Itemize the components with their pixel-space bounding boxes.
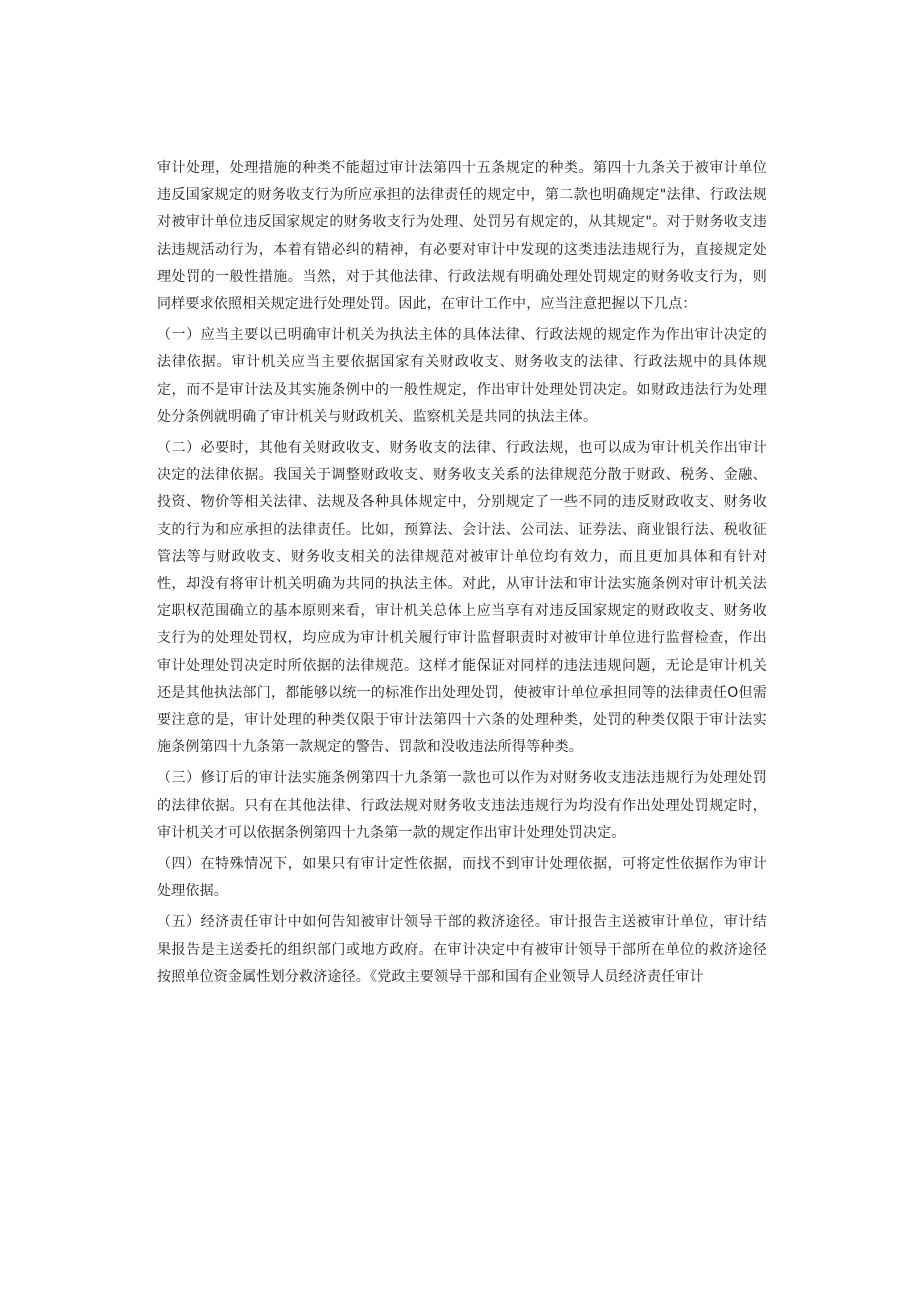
paragraph-point-1: （一）应当主要以已明确审计机关为执法主体的具体法律、行政法规的规定作为作出审计决定的法律依据。审计机关应当主要依据国家有关财政收支、财务收支的法律、行政法规中的具体规定，而不是审计法及其实施条例中的一般性规定，作出审计处理处罚决定。如财政违法行为处理处分条例就明确了审计机关与财政机关、监察机关是共同的执法主体。 [157,327,767,425]
paragraph-point-5: （五）经济责任审计中如何告知被审计领导干部的救济途径。审计报告主送被审计单位，审计结果报告是主送委托的组织部门或地方政府。在审计决定中有被审计领导干部所在单位的救济途径按照单位资金属性划分救济途径。《党政主要领导干部和国有企业领导人员经济责任审计 [157,914,767,985]
paragraph-point-4: （四）在特殊情况下，如果只有审计定性依据，而找不到审计处理依据，可将定性依据作为审计处理依据。 [157,856,767,900]
paragraph-intro: 审计处理，处理措施的种类不能超过审计法第四十五条规定的种类。第四十九条关于被审计单位违反国家规定的财务收支行为所应承担的法律责任的规定中，第二款也明确规定"法律、行政法规对被审计单位违反国家规定的财务收支行为处理、处罚另有规定的，从其规定"。对于财务收支违法违规活动行为，本着有错必纠的精神，有必要对审计中发现的这类违法违规行为，直接规定处理处罚的一般性措施。当然，对于其他法律、行政法规有明确处理处罚规定的财务收支行为，则同样要求依照相关规定进行处理处罚。因此，在审计工作中，应当注意把握以下几点： [157,160,767,313]
document-body [157,155,767,995]
paragraph-point-2: （二）必要时，其他有关财政收支、财务收支的法律、行政法规，也可以成为审计机关作出审计决定的法律依据。我国关于调整财政收支、财务收支关系的法律规范分散于财政、税务、金融、投资、物价等相关法律、法规及各种具体规定中，分别规定了一些不同的违反财政收支、财务收支的行为和应承担的法律责任。比如，预算法、会计法、公司法、证券法、商业银行法、税收征管法等与财政收支、财务收支相关的法律规范对被审计单位均有效力，而且更加具体和有针对性，却没有将审计机关明确为共同的执法主体。对此，从审计法和审计法实施条例对审计机关法定职权范围确立的基本原则来看，审计机关总体上应当享有对违反国家规定的财政收支、财务收支行为的处理处罚权，均应成为审计机关履行审计监督职责时对被审计单位进行监督检查，作出审计处理处罚决定时所依据的法律规范。这样才能保证对同样的违法违规问题，无论是审计机关还是其他执法部门，都能够以统一的标准作出处理处罚，使被审计单位承担同等的法律责任O但需要注意的是，审计处理的种类仅限于审计法第四十六条的处理种类，处罚的种类仅限于审计法实施条例第四十九条第一款规定的警告、罚款和没收违法所得等种类。 [157,440,767,756]
paragraph-point-3: （三）修订后的审计法实施条例第四十九条第一款也可以作为对财务收支违法违规行为处理处罚的法律依据。只有在其他法律、行政法规对财务收支违法违规行为均没有作出处理处罚规定时，审计机关才可以依据条例第四十九条第一款的规定作出审计处理处罚决定。 [157,770,767,841]
